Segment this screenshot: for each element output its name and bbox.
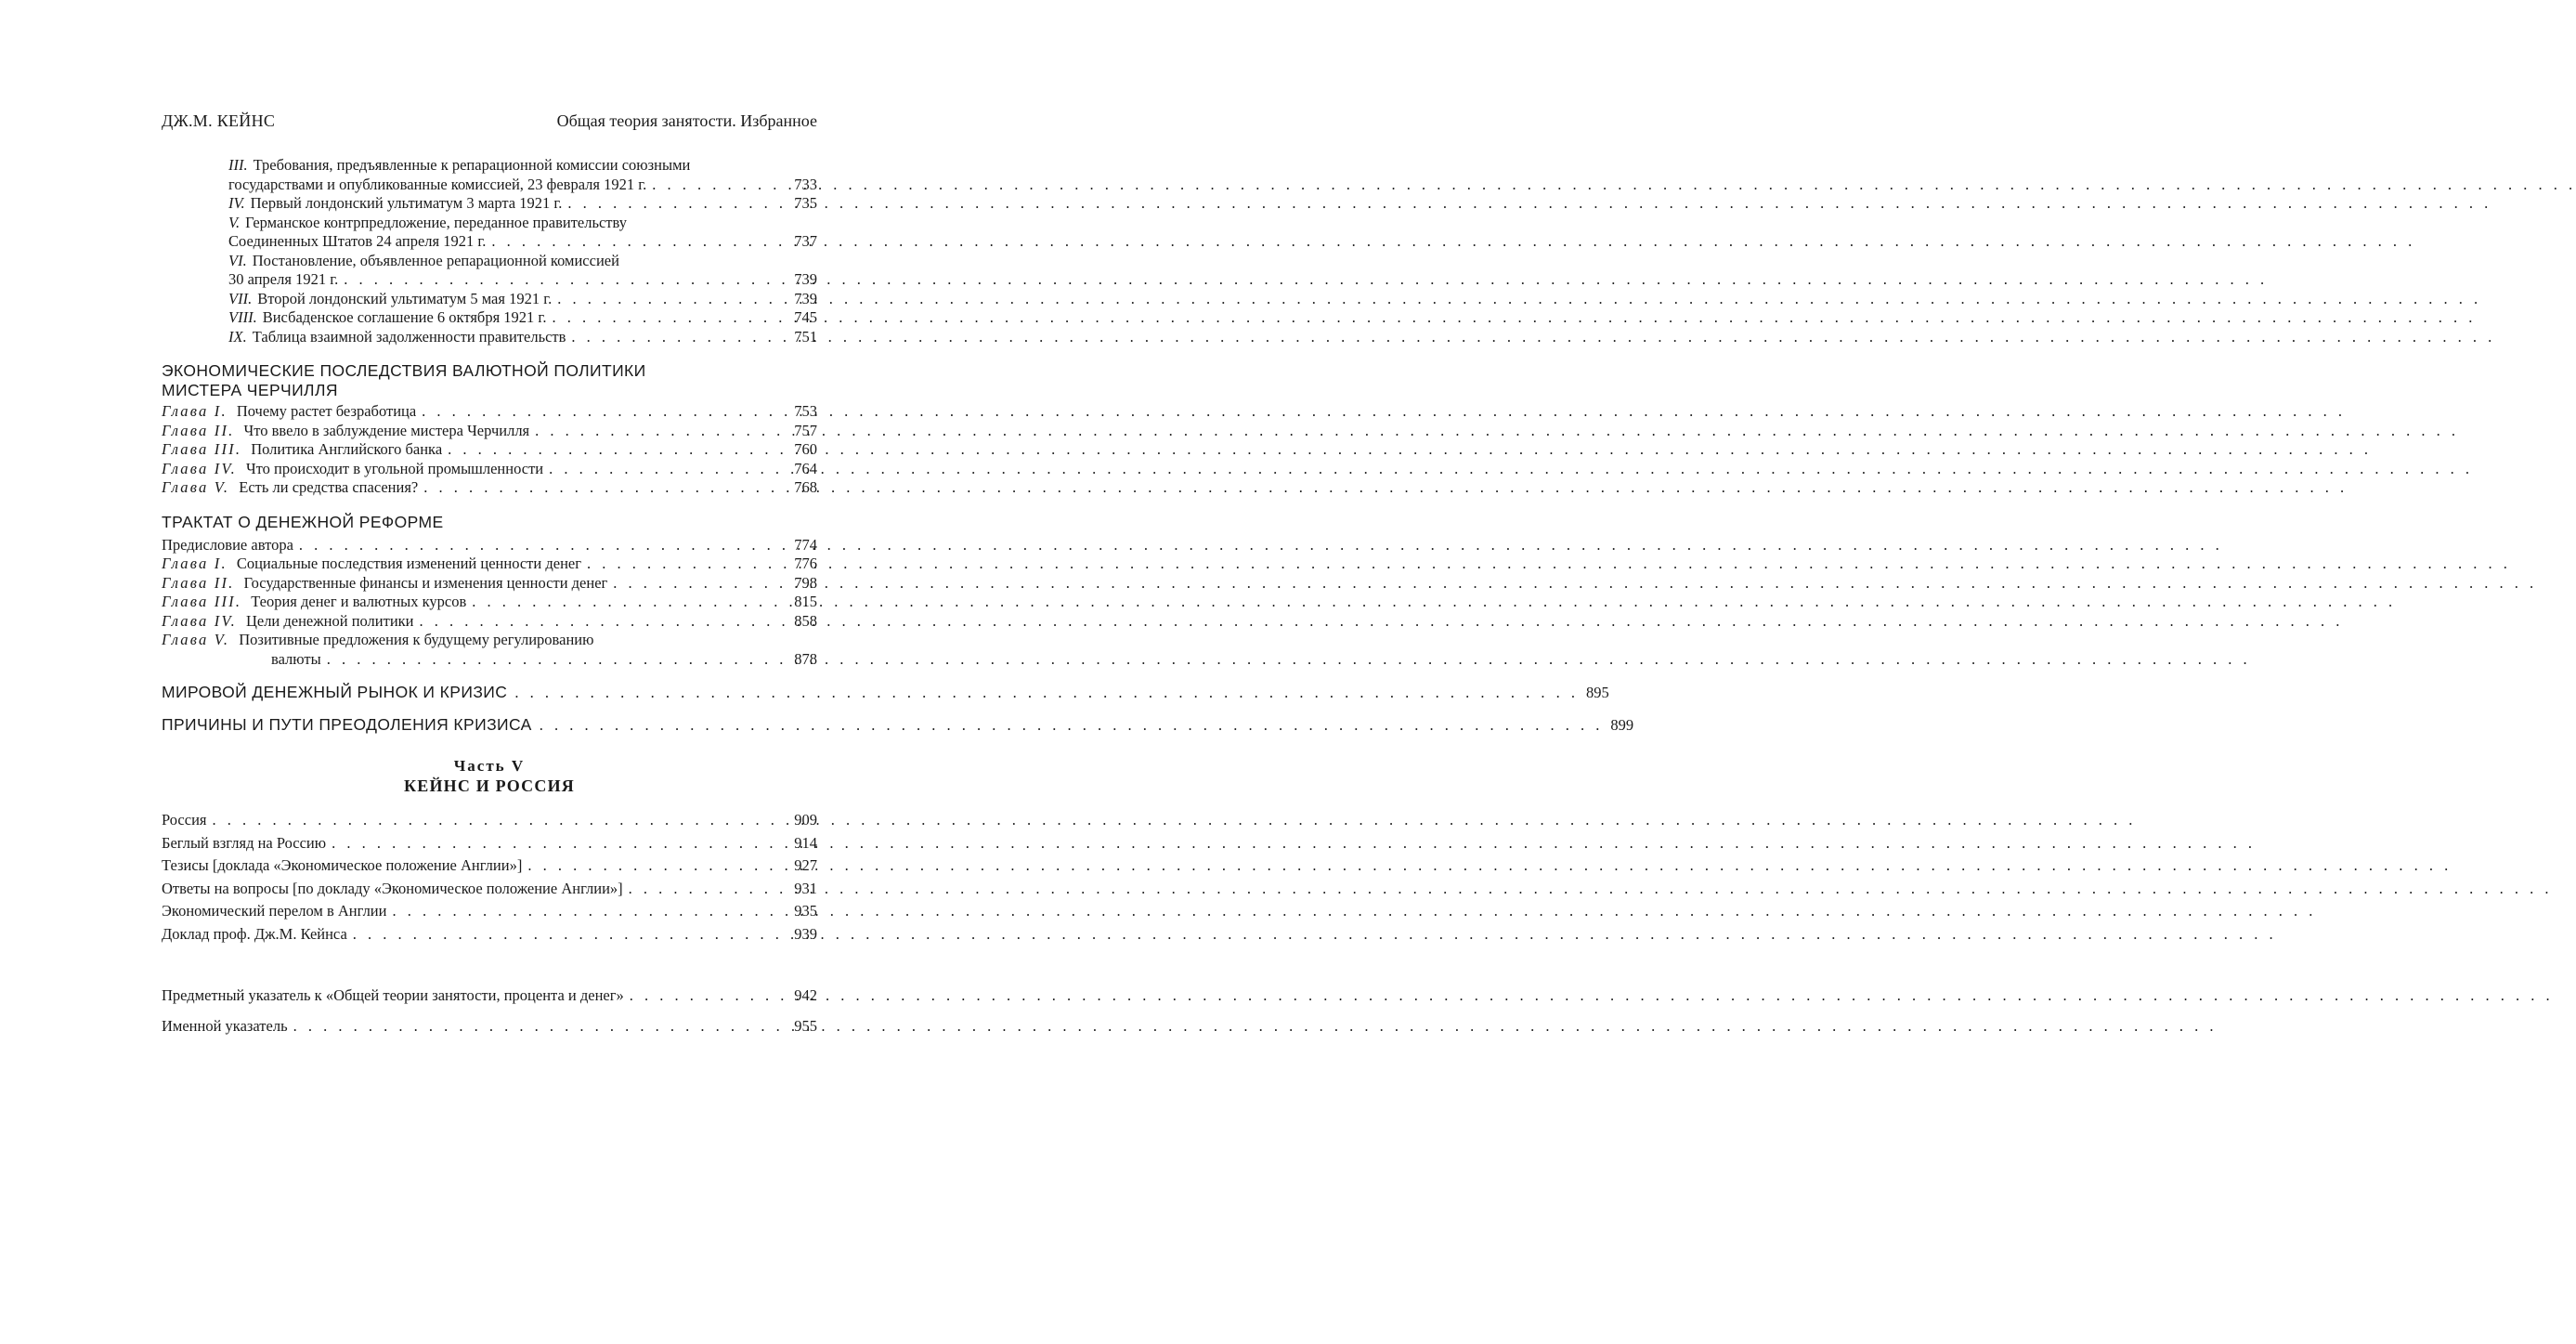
- page-number: 774: [794, 535, 817, 554]
- part-label: Часть V: [453, 757, 526, 775]
- dot-leader: [557, 290, 786, 309]
- chapter-label: Глава II.: [162, 573, 235, 592]
- page-number: 733: [794, 175, 817, 193]
- dot-leader: [353, 923, 786, 946]
- page-number: 815: [794, 593, 817, 610]
- chapter-entry[interactable]: [162, 555, 817, 574]
- preface-entry[interactable]: [162, 536, 817, 555]
- page-number: 753: [794, 402, 817, 420]
- chapter-label: Глава IV.: [162, 611, 237, 630]
- chapter-title: Что ввело в заблуждение мистера Черчилля: [243, 421, 530, 439]
- entry-title: Тезисы [доклада «Экономическое положение Англии»]: [162, 856, 523, 874]
- part-v-entry[interactable]: [162, 878, 817, 901]
- chapter-entry[interactable]: [162, 422, 817, 441]
- section-title: ТРАКТАТ О ДЕНЕЖНОЙ РЕФОРМЕ: [162, 512, 444, 531]
- section-tract: [162, 513, 817, 670]
- appendix-title: Второй лондонский ультиматум 5 мая 1921 г.: [257, 289, 553, 307]
- part-v-entry[interactable]: [162, 809, 817, 832]
- appendix-title: Постановление, объявленное репарационной комиссией: [252, 251, 619, 269]
- page-number: 914: [794, 833, 817, 852]
- chapter-title: Государственные финансы и изменения ценности денег: [243, 573, 608, 592]
- dot-leader: [344, 270, 786, 290]
- appendix-title: Таблица взаимной задолженности правительств: [252, 327, 566, 346]
- appendix-num: VII.: [228, 289, 253, 307]
- chapter-entry[interactable]: [162, 402, 817, 422]
- part-title: КЕЙНС И РОССИЯ: [404, 776, 575, 795]
- dot-leader: [332, 832, 786, 855]
- dot-leader: [629, 878, 786, 901]
- appendix-title: государствами и опубликованные комиссией, 23 февраля 1921 г.: [228, 175, 647, 193]
- appendix-num: IX.: [228, 327, 247, 346]
- chapter-entry[interactable]: [162, 574, 817, 594]
- dot-leader: [213, 809, 787, 832]
- entry-title: Беглый взгляд на Россию: [162, 833, 327, 852]
- page-number: 751: [794, 327, 817, 346]
- page-number: 798: [794, 573, 817, 592]
- dot-leader: [472, 593, 786, 612]
- section-title: ПРИЧИНЫ И ПУТИ ПРЕОДОЛЕНИЯ КРИЗИСА: [162, 715, 532, 734]
- dot-leader: [420, 612, 786, 632]
- page-number: 895: [1585, 684, 1609, 701]
- part-v-list: [162, 809, 817, 946]
- entry-title: Доклад проф. Дж.М. Кейнса: [162, 924, 347, 943]
- section-world-entry[interactable]: [162, 682, 1609, 703]
- appendix-title: Первый лондонский ультиматум 3 марта 1921 г.: [250, 194, 563, 212]
- subject-index-entry[interactable]: [162, 985, 817, 1008]
- page-number: 927: [794, 856, 817, 874]
- chapter-entry[interactable]: [162, 478, 817, 498]
- page-number: 768: [794, 478, 817, 496]
- page-number: 776: [794, 555, 817, 572]
- entry-title: Именной указатель: [162, 1016, 288, 1035]
- dot-leader: [567, 194, 786, 214]
- appendix-item-9[interactable]: [162, 328, 817, 347]
- appendix-title: Требования, предъявленные к репарационной комиссии союзными: [253, 156, 691, 174]
- page-number: 931: [794, 879, 817, 897]
- appendix-item-5-line1: [162, 214, 817, 233]
- dot-leader: [552, 308, 786, 328]
- dot-leader: [327, 650, 786, 670]
- chapter-label: Глава V.: [162, 478, 230, 496]
- running-head-author: ДЖ.М. КЕЙНС: [162, 111, 276, 130]
- appendix-item-5[interactable]: [162, 232, 817, 252]
- page-number: 757: [794, 421, 817, 439]
- appendix-num: VI.: [228, 251, 247, 269]
- page-number: 878: [794, 649, 817, 668]
- appendix-item-7[interactable]: [162, 290, 817, 309]
- dot-leader: [448, 440, 786, 460]
- appendix-num: VIII.: [228, 308, 257, 326]
- page-number: 942: [794, 986, 817, 1004]
- table-of-contents: [162, 156, 1634, 1037]
- section-churchill: [162, 361, 817, 498]
- appendix-title: Соединенных Штатов 24 апреля 1921 г.: [228, 232, 487, 250]
- chapter-label: Глава I.: [162, 402, 228, 420]
- dot-leader: [613, 574, 786, 594]
- dot-leader: [422, 402, 786, 422]
- chapter-title: Цели денежной политики: [245, 611, 414, 630]
- chapter-entry[interactable]: [162, 460, 817, 479]
- page-number: 909: [794, 811, 817, 829]
- chapter-label: Глава I.: [162, 555, 228, 572]
- appendix-item-3-line1: [162, 156, 817, 176]
- dot-leader: [491, 232, 786, 252]
- section-title-cont: МИСТЕРА ЧЕРЧИЛЛЯ: [162, 381, 338, 399]
- running-head-book-title: Общая теория занятости. Избранное: [556, 111, 817, 130]
- dot-leader: [630, 985, 786, 1008]
- dot-leader: [514, 683, 1579, 703]
- page-number: 764: [794, 459, 817, 477]
- chapter-label: Глава III.: [162, 593, 242, 610]
- chapter-title: Есть ли средства спасения?: [239, 478, 419, 496]
- part-v-entry[interactable]: [162, 855, 817, 878]
- part-v-heading: [162, 756, 817, 796]
- page-number: 737: [794, 232, 817, 250]
- chapter-title: Почему растет безработица: [236, 402, 417, 420]
- appendix-title: Германское контрпредложение, переданное правительству: [245, 213, 627, 231]
- appendix-item-3[interactable]: [162, 176, 817, 195]
- name-index-entry[interactable]: [162, 1015, 817, 1038]
- dot-leader: [527, 855, 786, 878]
- page-number: 939: [794, 924, 817, 943]
- entry-title: Предметный указатель к «Общей теории занятости, процента и денег»: [162, 986, 624, 1004]
- page-number: 899: [1610, 716, 1634, 734]
- chapter-title-cont: валюты: [271, 649, 321, 668]
- chapter-entry-line1: [162, 631, 817, 650]
- dot-leader: [571, 328, 786, 347]
- appendix-item-6[interactable]: [162, 270, 817, 290]
- chapter-entry[interactable]: [162, 593, 817, 612]
- page-number: 735: [794, 194, 817, 212]
- page-number: 745: [794, 308, 817, 326]
- appendix-num: III.: [228, 156, 248, 174]
- dot-leader: [587, 555, 786, 574]
- page-number: 955: [794, 1016, 817, 1035]
- running-head: [162, 111, 817, 134]
- chapter-title: Социальные последствия изменений ценности денег: [236, 555, 581, 572]
- entry-title: Ответы на вопросы [по докладу «Экономическое положение Англии»]: [162, 879, 623, 897]
- dot-leader: [392, 900, 786, 923]
- part-v-entry[interactable]: [162, 900, 817, 923]
- chapter-title: Теория денег и валютных курсов: [251, 593, 467, 610]
- dot-leader: [293, 1015, 786, 1038]
- dot-leader: [535, 422, 786, 441]
- chapter-label: Глава II.: [162, 421, 235, 439]
- section-causes-entry[interactable]: [162, 714, 1634, 736]
- preface-title: Предисловие автора: [162, 535, 293, 554]
- chapter-label: Глава V.: [162, 631, 230, 648]
- page-number: 760: [794, 440, 817, 458]
- chapter-title: Что происходит в угольной промышленности: [245, 459, 544, 477]
- page-number: 935: [794, 902, 817, 920]
- chapter-entry[interactable]: [162, 612, 817, 632]
- dot-leader: [540, 715, 1604, 736]
- dot-leader: [299, 536, 786, 555]
- section-title: ЭКОНОМИЧЕСКИЕ ПОСЛЕДСТВИЯ ВАЛЮТНОЙ ПОЛИТИКИ: [162, 361, 646, 380]
- dot-leader: [652, 176, 786, 195]
- appendix-title: Висбаденское соглашение 6 октября 1921 г.: [262, 308, 547, 326]
- chapter-label: Глава IV.: [162, 459, 237, 477]
- part-v-entry[interactable]: [162, 832, 817, 855]
- chapter-label: Глава III.: [162, 440, 242, 458]
- appendix-item-4[interactable]: [162, 194, 817, 214]
- dot-leader: [549, 460, 786, 479]
- dot-leader: [423, 478, 786, 498]
- page-number: 739: [794, 289, 817, 307]
- appendix-num: V.: [228, 213, 241, 231]
- entry-title: Россия: [162, 811, 207, 829]
- page-number: 739: [794, 270, 817, 288]
- part-v-entry[interactable]: [162, 923, 817, 946]
- appendix-item-6-line1: [162, 252, 817, 271]
- page-number: 858: [794, 611, 817, 630]
- appendix-num: IV.: [228, 194, 245, 212]
- chapter-title: Позитивные предложения к будущему регулированию: [239, 631, 594, 648]
- chapter-entry[interactable]: [162, 650, 817, 670]
- indexes-list: [162, 985, 817, 1037]
- chapter-entry[interactable]: [162, 440, 817, 460]
- chapter-title: Политика Английского банка: [251, 440, 443, 458]
- appendix-item-8[interactable]: [162, 308, 817, 328]
- section-title: МИРОВОЙ ДЕНЕЖНЫЙ РЫНОК И КРИЗИС: [162, 683, 508, 701]
- entry-title: Экономический перелом в Англии: [162, 902, 387, 920]
- appendix-list: [162, 156, 817, 346]
- appendix-title: 30 апреля 1921 г.: [228, 270, 339, 288]
